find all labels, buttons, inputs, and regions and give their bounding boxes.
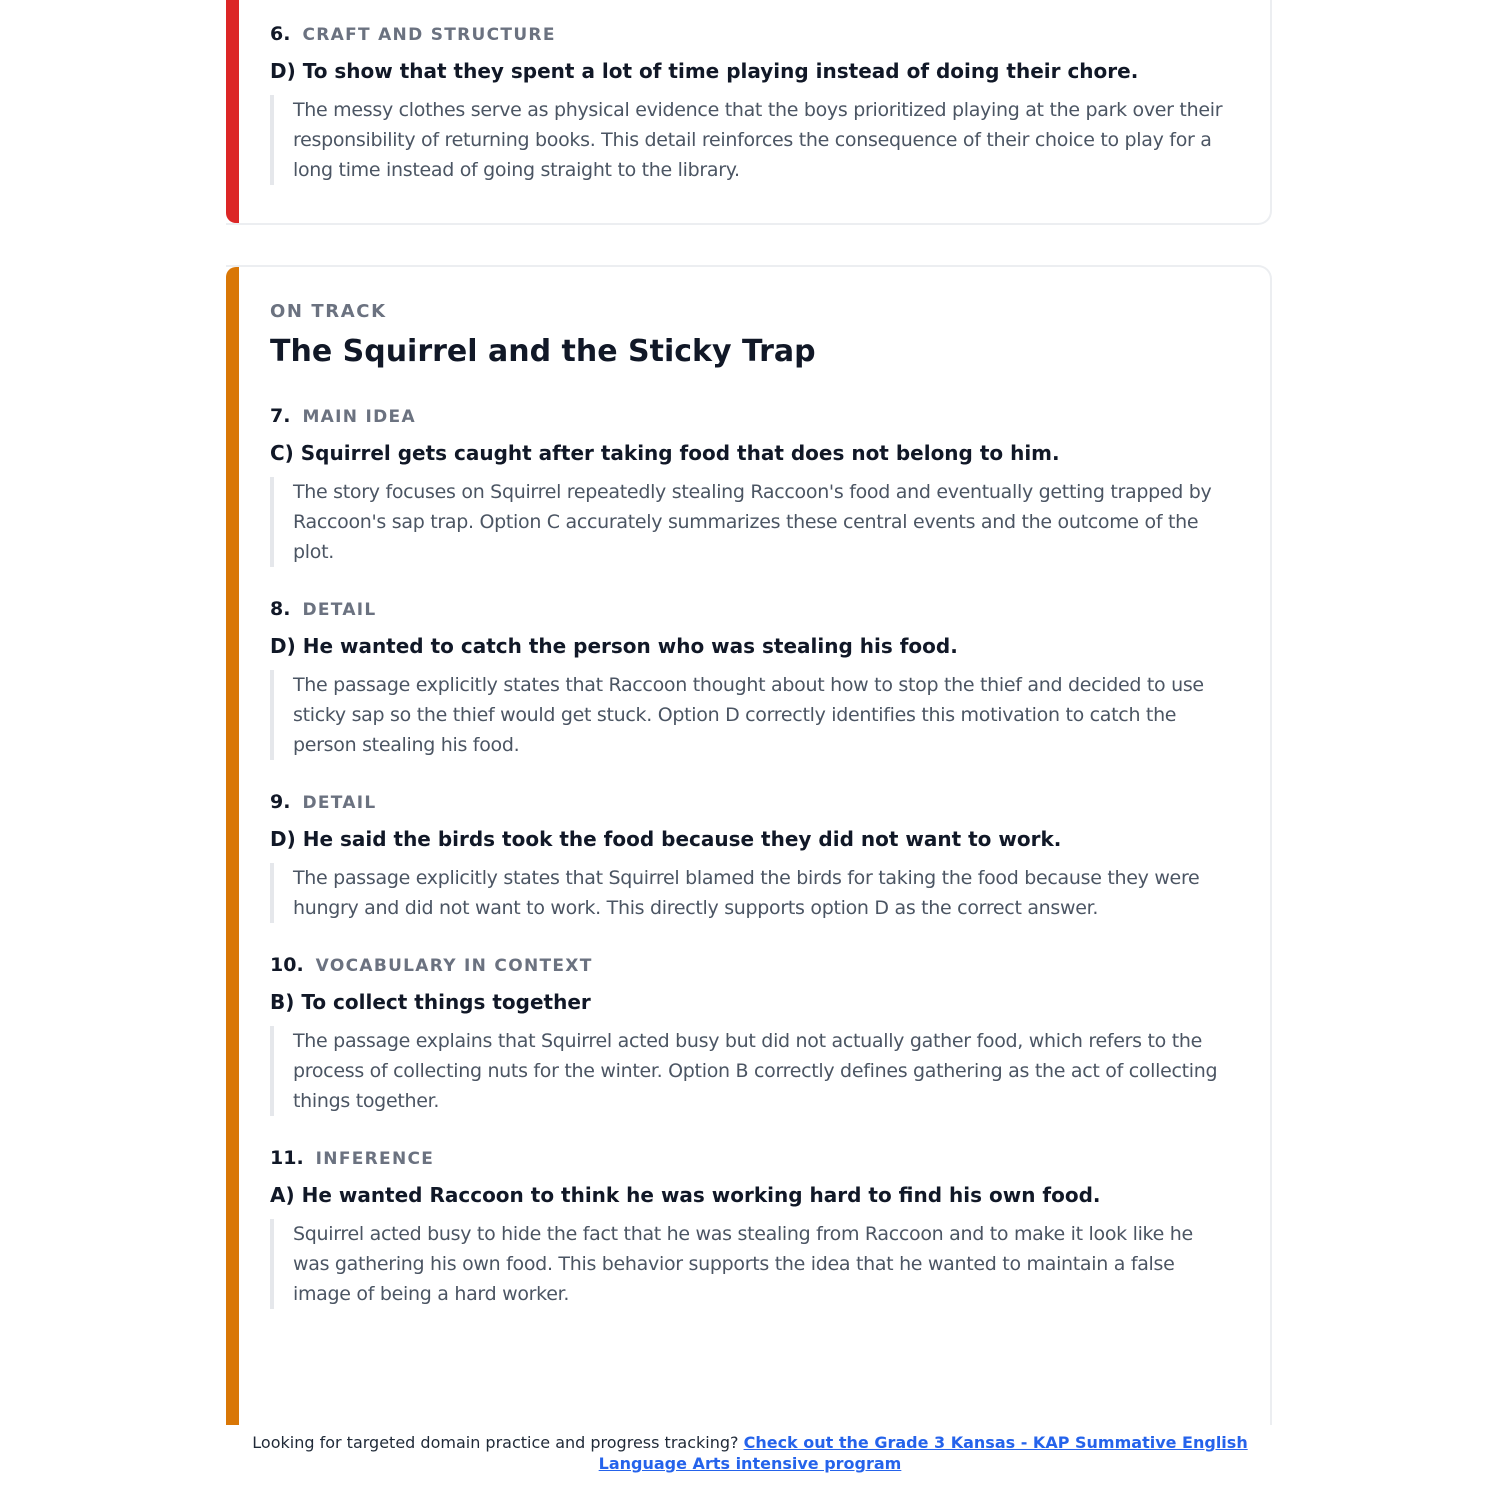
answer-explanation: Squirrel acted busy to hide the fact that he was stealing from Raccoon and to make it look like he was gathering his own food. This behavior supports the idea that he wanted to maintain a false image of being a hard worker. xyxy=(270,1219,1234,1309)
question-number: 6. xyxy=(270,23,291,45)
question-item xyxy=(270,402,1234,567)
question-item xyxy=(270,20,1234,185)
correct-answer: A) He wanted Raccoon to think he was working hard to find his own food. xyxy=(270,1183,1101,1207)
question-item xyxy=(270,951,1234,1116)
correct-answer: D) He wanted to catch the person who was stealing his food. xyxy=(270,634,958,658)
question-number: 8. xyxy=(270,598,291,620)
question-category: VOCABULARY IN CONTEXT xyxy=(315,956,593,976)
question-header xyxy=(270,1144,1234,1172)
question-category: DETAIL xyxy=(302,600,377,620)
question-item xyxy=(270,1144,1234,1309)
question-category: INFERENCE xyxy=(315,1149,435,1169)
card-content xyxy=(270,300,1234,1309)
answer-explanation: The passage explicitly states that Squirrel blamed the birds for taking the food because they were hungry and did not want to work. This directly supports option D as the correct answer. xyxy=(270,863,1234,923)
status-accent-bar xyxy=(226,0,239,223)
correct-answer: B) To collect things together xyxy=(270,990,591,1014)
answer-explanation: The messy clothes serve as physical evidence that the boys prioritized playing at the park over their responsibility of returning books. This detail reinforces the consequence of their choice to play for a long time instead of going straight to the library. xyxy=(270,95,1234,185)
question-header xyxy=(270,951,1234,979)
status-accent-bar xyxy=(226,267,239,1425)
question-number: 7. xyxy=(270,405,291,427)
question-header xyxy=(270,20,1234,48)
question-category: DETAIL xyxy=(302,793,377,813)
question-item xyxy=(270,788,1234,923)
question-header xyxy=(270,402,1234,430)
correct-answer: D) He said the birds took the food because they did not want to work. xyxy=(270,827,1062,851)
question-category: CRAFT AND STRUCTURE xyxy=(302,25,556,45)
question-number: 10. xyxy=(270,954,304,976)
answer-explanation: The passage explains that Squirrel acted busy but did not actually gather food, which refers to the process of collecting nuts for the winter. Option B correctly defines gathering as the act of collecting things together. xyxy=(270,1026,1234,1116)
passage-title: The Squirrel and the Sticky Trap xyxy=(270,334,816,369)
correct-answer: D) To show that they spent a lot of time playing instead of doing their chore. xyxy=(270,59,1139,83)
question-header xyxy=(270,788,1234,816)
results-card-on-track xyxy=(226,265,1272,1425)
question-category: MAIN IDEA xyxy=(302,407,416,427)
intensive-program-link[interactable]: Check out the Grade 3 Kansas - KAP Summative English Language Arts intensive program xyxy=(598,1433,1248,1473)
question-header xyxy=(270,595,1234,623)
question-number: 9. xyxy=(270,791,291,813)
correct-answer: C) Squirrel gets caught after taking food that does not belong to him. xyxy=(270,441,1060,465)
answer-explanation: The passage explicitly states that Raccoon thought about how to stop the thief and decided to use sticky sap so the thief would get stuck. Option D correctly identifies this motivation to catch the person stealing his food. xyxy=(270,670,1234,760)
question-number: 11. xyxy=(270,1147,304,1169)
question-item xyxy=(270,595,1234,760)
footer-promo xyxy=(250,1432,1250,1474)
footer-prompt-text: Looking for targeted domain practice and progress tracking? xyxy=(252,1433,744,1452)
answer-explanation: The story focuses on Squirrel repeatedly stealing Raccoon's food and eventually getting trapped by Raccoon's sap trap. Option C accurately summarizes these central events and the outcome of the plot. xyxy=(270,477,1234,567)
results-card-previous xyxy=(226,0,1272,225)
section-status-label: ON TRACK xyxy=(270,301,387,322)
card-content xyxy=(270,20,1234,185)
